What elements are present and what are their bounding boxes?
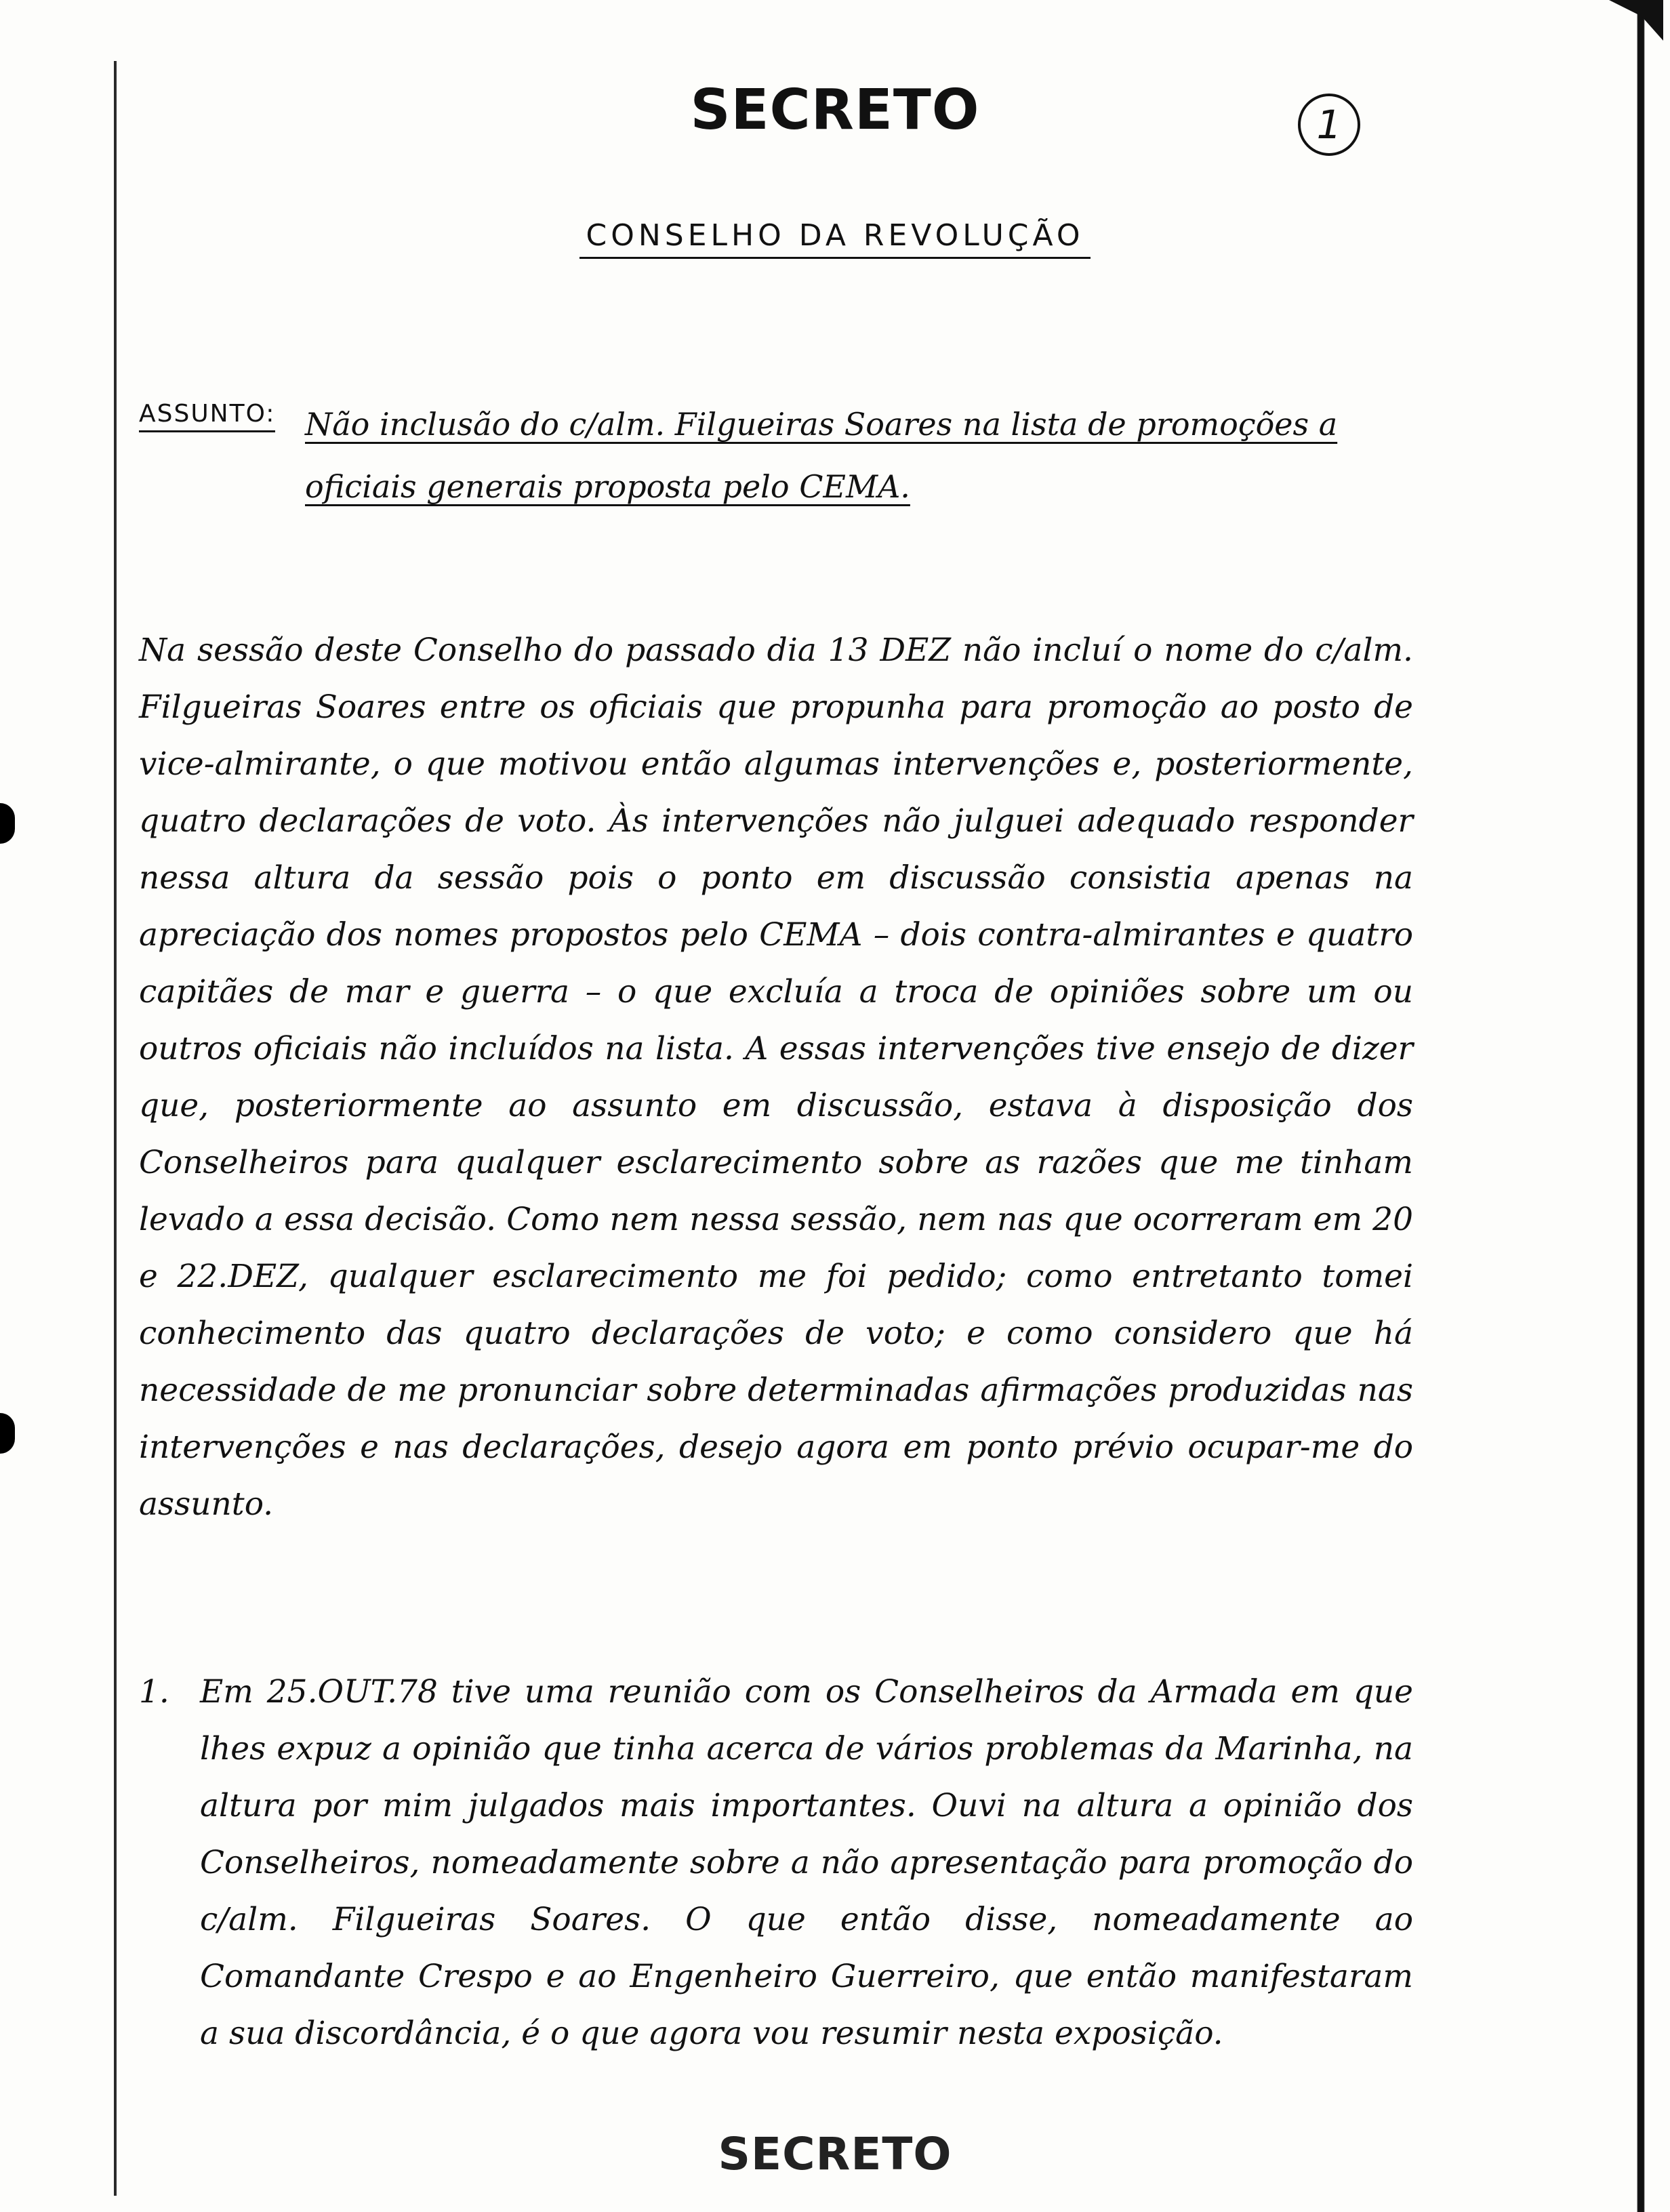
scan-edge-shadow xyxy=(1623,0,1670,2212)
punch-hole-mark xyxy=(0,1413,15,1454)
organization-title-text: CONSELHO DA REVOLUÇÃO xyxy=(579,218,1091,259)
classification-footer: SECRETO xyxy=(718,2128,952,2180)
item-number: 1. xyxy=(139,1673,169,1711)
body-paragraph: Na sessão deste Conselho do passado dia 13 DEZ não incluí o nome do c/alm. Filgueiras Soares entre os oficiais que propunha para promoção ao posto de vice-almirante, o que motivou então algumas intervenções e, posteriormente, quatro declarações de voto. Às intervenções não julguei adequado responder nessa altura da sessão pois o ponto em discussão consistia apenas na apreciação dos nomes propostos pelo CEMA – dois contra-almirantes e quatro capitães de mar e guerra – o que excluía a troca de opiniões sobre um ou outros oficiais não incluídos na lista. A essas intervenções tive ensejo de dizer que, posteriormente ao assunto em discussão, estava à disposição dos Conselheiros para qualquer esclarecimento sobre as razões que me tinham levado a essa decisão. Como nem nessa sessão, nem nas que ocorreram em 20 e 22.DEZ, qualquer esclarecimento me foi pedido; como entretanto tomei conhecimento das quatro declarações de voto; e como considero que há necessidade de me pronunciar sobre determinadas afirmações produzidas nas intervenções e nas declarações, desejo agora em ponto prévio ocupar-me do assunto. xyxy=(139,632,1413,1523)
classification-header: SECRETO xyxy=(690,78,980,142)
page-number-circle: 1 xyxy=(1298,94,1360,156)
item-text: Em 25.OUT.78 tive uma reunião com os Conselheiros da Armada em que lhes expuz a opinião que tinha acerca de vários problemas da Marinha, na altura por mim julgados mais importantes. Ouvi na altura a opinião dos Conselheiros, nomeadamente sobre a não apresentação para promoção do c/alm. Filgueiras Soares. O que então disse, nomeadamente ao Comandante Crespo e ao Engenheiro Guerreiro, que então manifestaram a sua discordância, é o que agora vou resumir nesta exposição. xyxy=(200,1673,1413,2052)
scan-margin-line xyxy=(114,61,117,2196)
organization-title xyxy=(0,218,1670,253)
subject-text: Não inclusão do c/alm. Filgueiras Soares na lista de promoções a oficiais generais proposta pelo CEMA. xyxy=(305,406,1338,505)
punch-hole-mark xyxy=(0,803,15,844)
subject-label: ASSUNTO: xyxy=(139,400,275,432)
